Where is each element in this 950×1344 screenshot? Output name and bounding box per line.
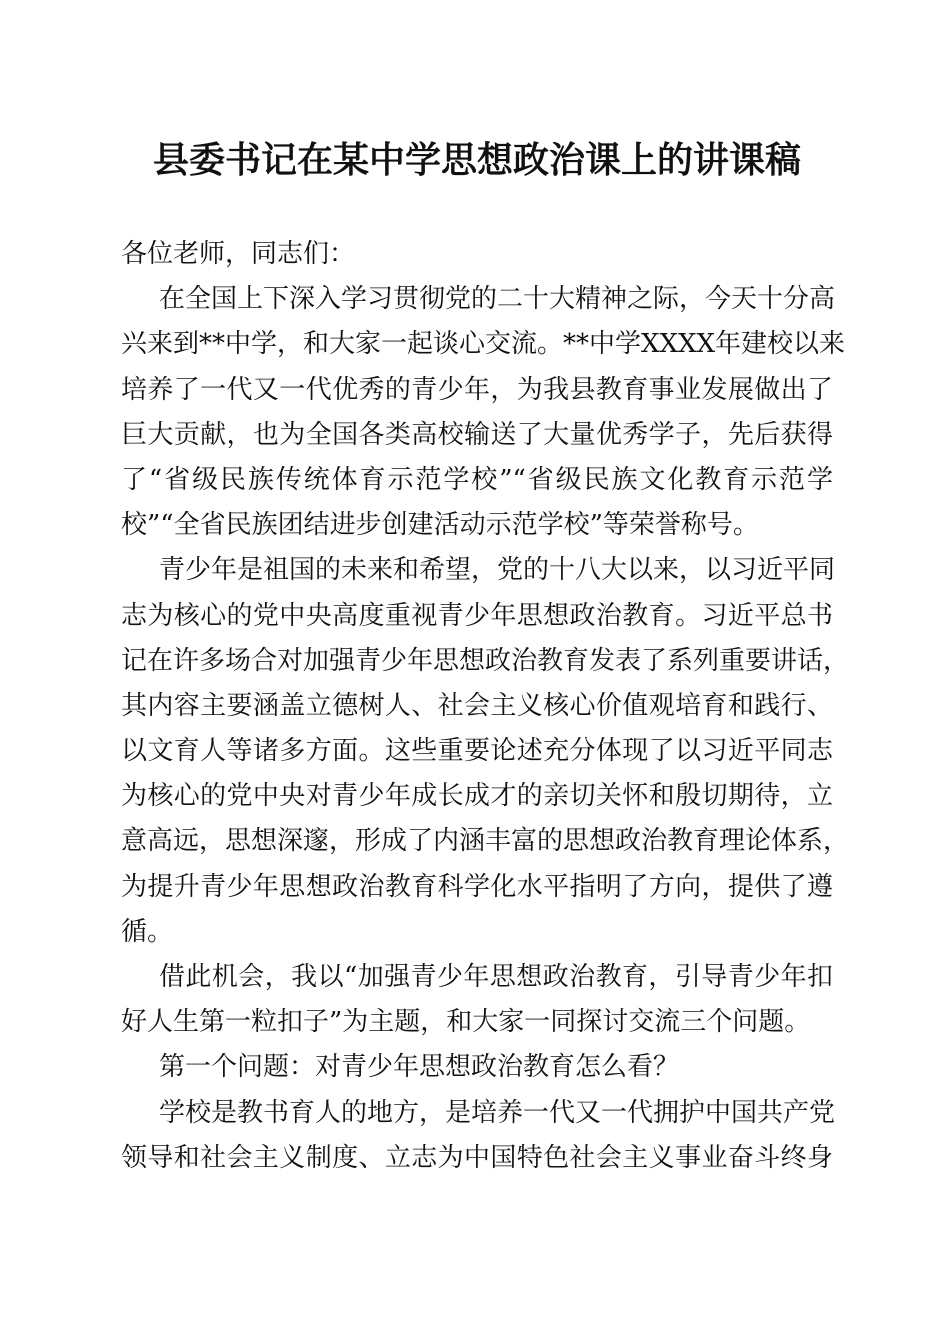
paragraph-2-line-7: 意高远，思想深邃，形成了内涵丰富的思想政治教育理论体系， — [121, 826, 850, 857]
paragraph-1-line-1: 在全国上下深入学习贯彻党的二十大精神之际，今天十分高 — [159, 284, 836, 315]
paragraph-3-line-2: 好人生第一粒扣子”为主题，和大家一同探讨交流三个问题。 — [121, 1007, 811, 1038]
document-title: 县委书记在某中学思想政治课上的讲课稿 — [152, 139, 801, 181]
paragraph-2-line-9: 循。 — [121, 916, 174, 947]
section-heading-1: 第一个问题：对青少年思想政治教育怎么看？ — [159, 1052, 680, 1083]
salutation-line: 各位老师，同志们： — [121, 239, 356, 269]
paragraph-1-line-4: 巨大贡献，也为全国各类高校输送了大量优秀学子，先后获得 — [121, 419, 833, 450]
paragraph-1-line-6: 校”“全省民族团结进步创建活动示范学校”等荣誉称号。 — [121, 510, 759, 541]
paragraph-2-line-6: 为核心的党中央对青少年成长成才的亲切关怀和殷切期待，立 — [121, 781, 833, 812]
paragraph-2-line-3: 记在许多场合对加强青少年思想政治教育发表了系列重要讲话， — [121, 645, 850, 676]
paragraph-2-line-1: 青少年是祖国的未来和希望，党的十八大以来，以习近平同 — [159, 555, 836, 586]
paragraph-2-line-2: 志为核心的党中央高度重视青少年思想政治教育。习近平总书 — [121, 600, 833, 631]
document-body — [121, 232, 850, 1181]
paragraph-2-line-5: 以文育人等诸多方面。这些重要论述充分体现了以习近平同志 — [121, 736, 833, 767]
paragraph-1-line-3: 培养了一代又一代优秀的青少年，为我县教育事业发展做出了 — [121, 374, 833, 405]
paragraph-4-line-1: 学校是教书育人的地方，是培养一代又一代拥护中国共产党 — [159, 1097, 836, 1128]
paragraph-1-line-2: 兴来到**中学，和大家一起谈心交流。**中学XXXX年建校以来 — [121, 329, 846, 360]
paragraph-2-line-4: 其内容主要涵盖立德树人、社会主义核心价值观培育和践行、 — [121, 690, 833, 721]
paragraph-4-line-2: 领导和社会主义制度、立志为中国特色社会主义事业奋斗终身 — [121, 1142, 833, 1173]
paragraph-2-line-8: 为提升青少年思想政治教育科学化水平指明了方向，提供了遵 — [121, 871, 833, 902]
paragraph-3-line-1: 借此机会，我以“加强青少年思想政治教育，引导青少年扣 — [159, 962, 833, 992]
paragraph-1-line-5: 了“省级民族传统体育示范学校”“省级民族文化教育示范学 — [121, 464, 833, 495]
